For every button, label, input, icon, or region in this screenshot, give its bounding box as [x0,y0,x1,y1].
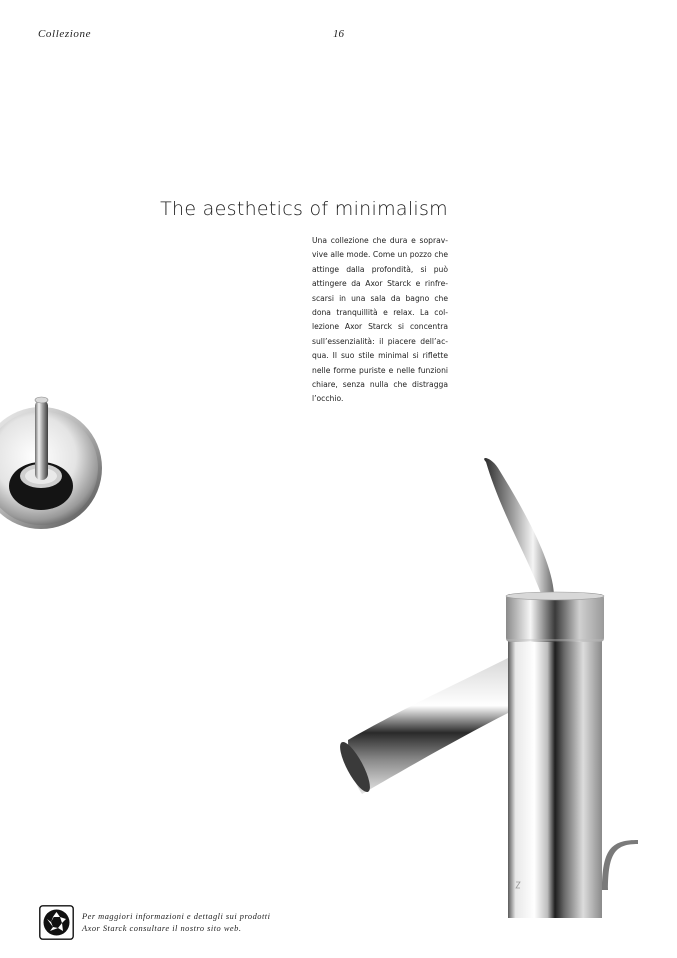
footer-line-2: Axor Starck consultare il nostro sito web. [82,924,242,933]
faucet-image [340,450,645,925]
wall-valve-image [0,392,104,530]
body-paragraph: Una collezione che dura e sopravvive alle mode. Come un pozzo che attinge dalla profondità, si può attingere da Axor Starck e rinfrescarsi in una sala da bagno che dona tranquillità e relax. La collezione Axor Starck si concentra sull’essenzialità: il piacere dell’acqua. Il suo stile minimal si riflette nelle forme puriste e nelle funzioni chiare, senza nulla che distragga l’occhio. [312,236,448,404]
section-label: Collezione [38,28,92,40]
footer-note [82,911,270,935]
shutter-logo-icon [39,905,74,940]
page-title: The aesthetics of minimalism [160,198,448,220]
page-number: 16 [333,28,344,40]
footer-line-1: Per maggiori informazioni e dettagli sui prodotti [82,912,271,921]
